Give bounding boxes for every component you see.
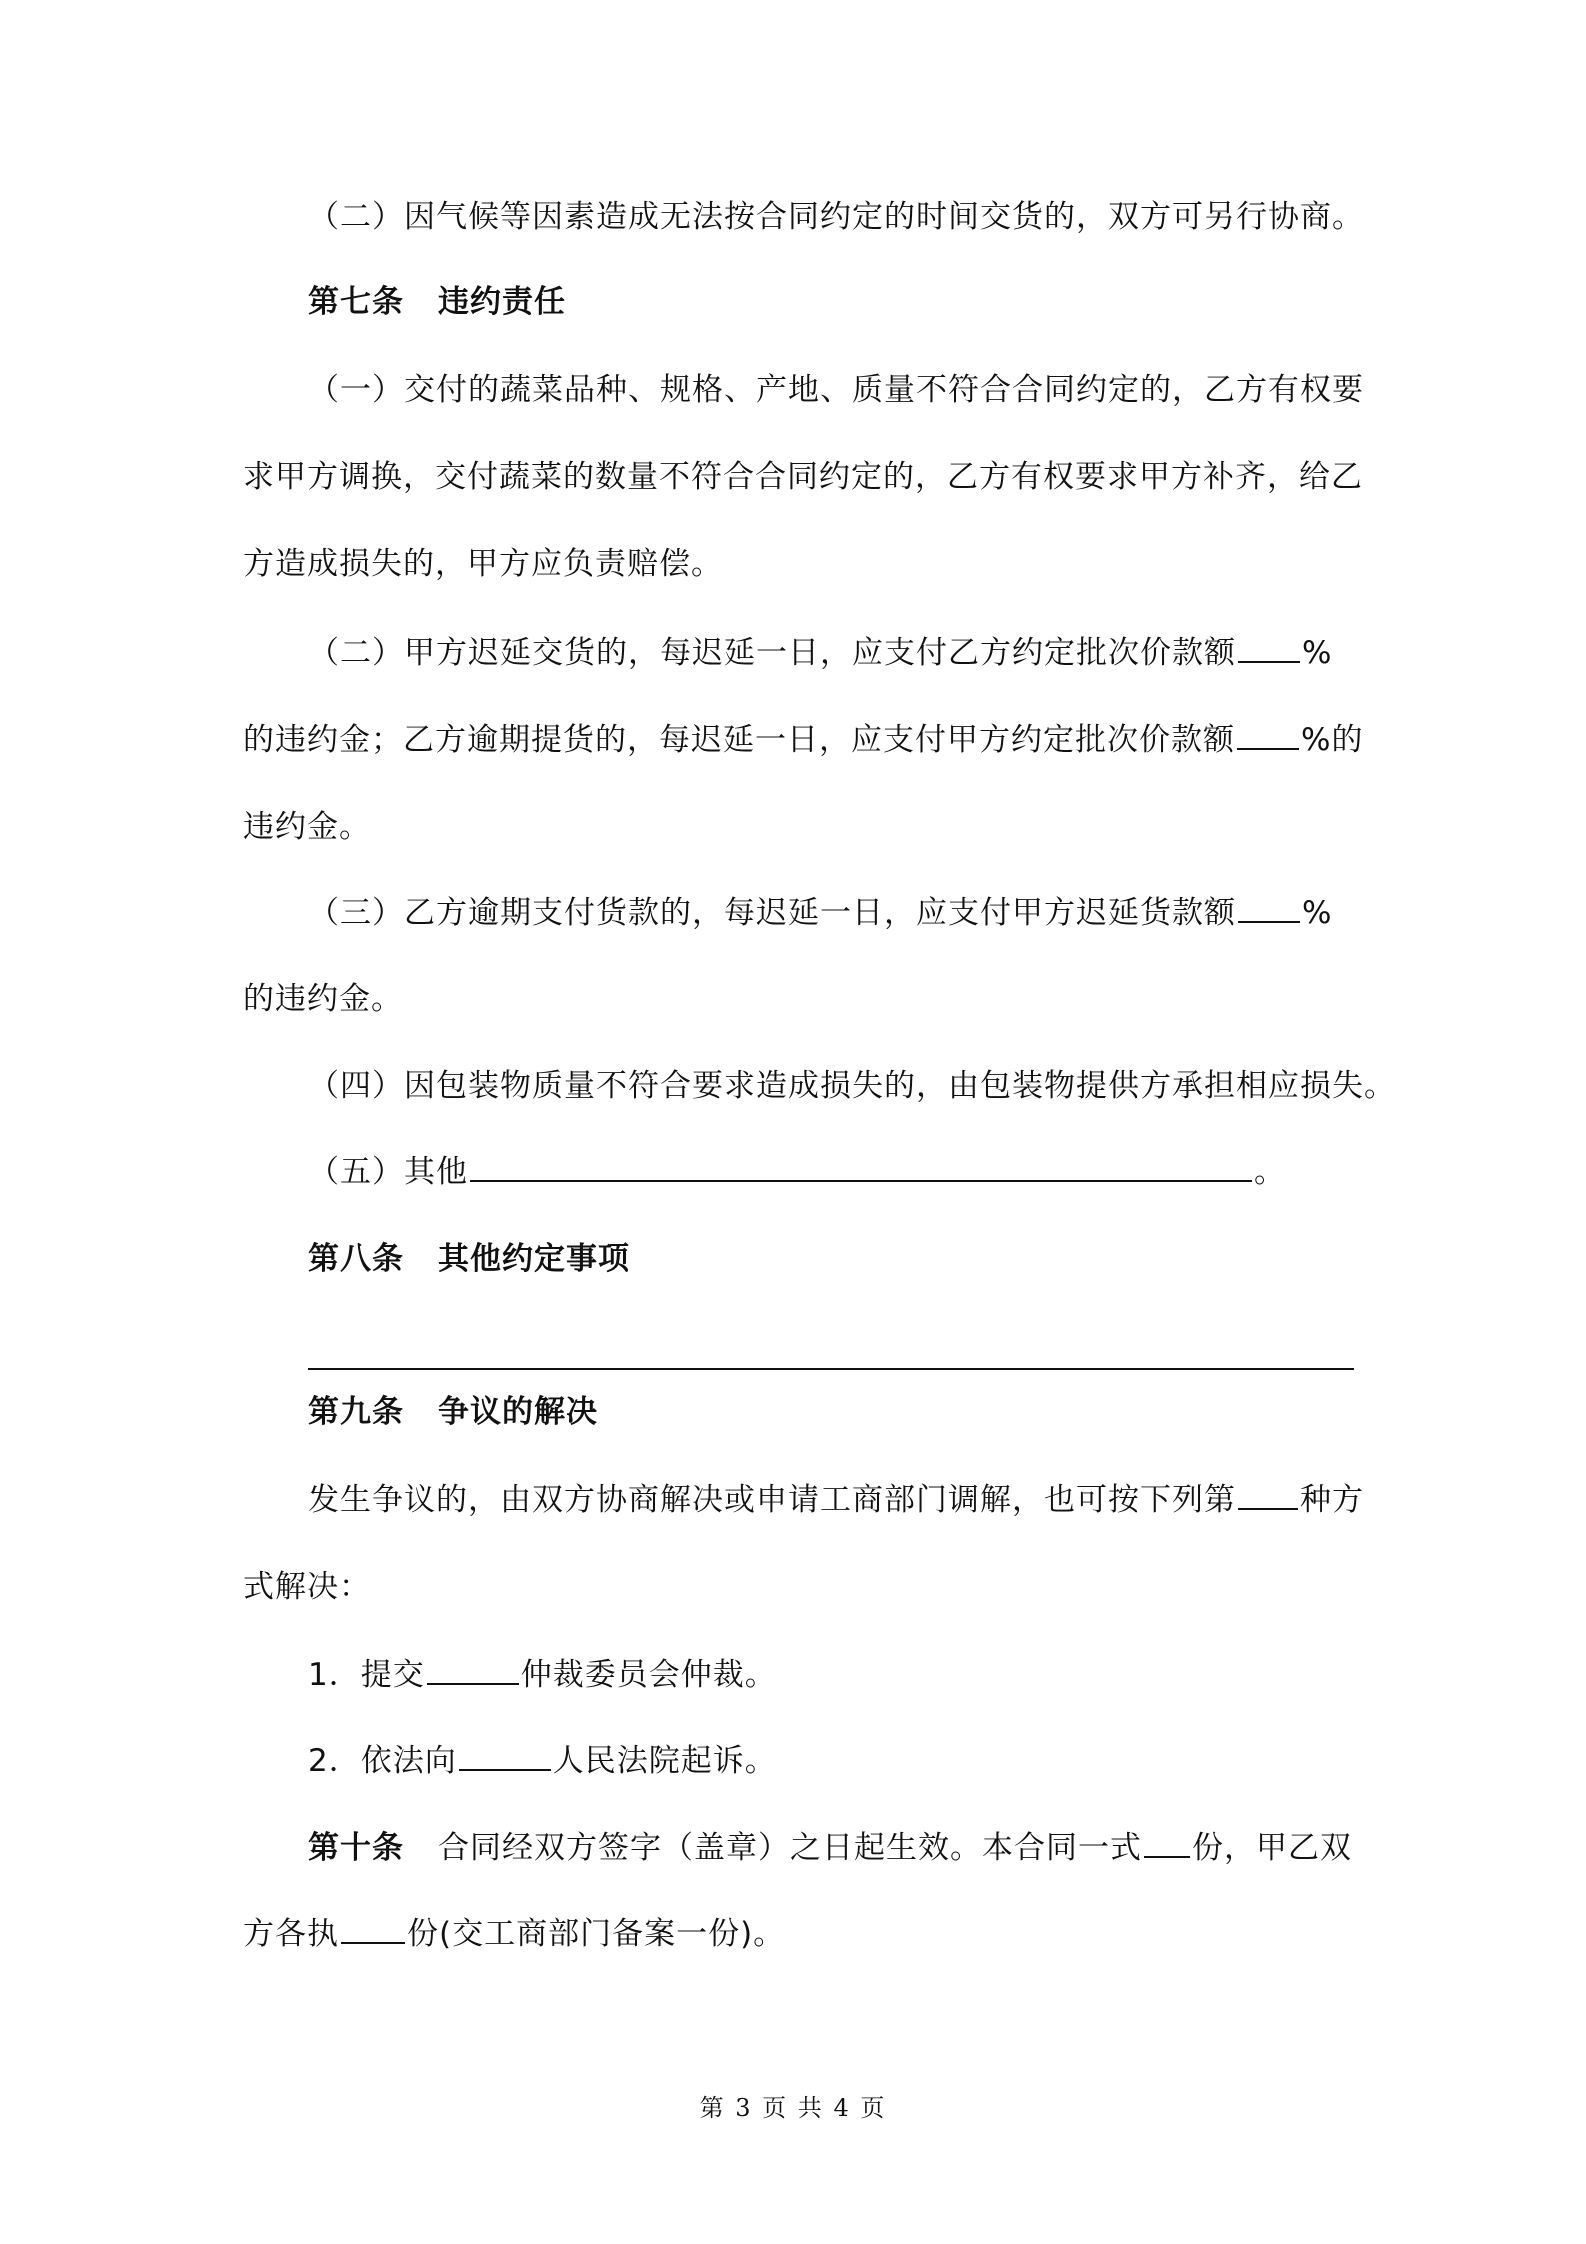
arbitration-blank[interactable] <box>427 1655 519 1685</box>
article10-line2-end: 份(交工商部门备案一份)。 <box>407 1916 786 1952</box>
article7-item2-line1 <box>308 633 1332 673</box>
article7-number: 第七条 <box>308 284 404 320</box>
article9-option1 <box>308 1655 777 1695</box>
option2-start: 2．依法向 <box>308 1743 457 1779</box>
article7-item2-line2 <box>243 720 1363 760</box>
article7-item1-line1: （一）交付的蔬菜品种、规格、产地、质量不符合合同约定的，乙方有权要 <box>308 372 1364 408</box>
option1-end: 仲裁委员会仲裁。 <box>520 1657 777 1693</box>
article7-item5 <box>308 1152 1286 1192</box>
option2-end: 人民法院起诉。 <box>552 1743 777 1779</box>
page-footer: 第 3 页 共 4 页 <box>699 2094 887 2122</box>
article8-title: 其他约定事项 <box>438 1241 630 1277</box>
article9-title: 争议的解决 <box>438 1394 598 1430</box>
article10-line1 <box>308 1828 1352 1868</box>
item2-line2-end: %的 <box>1301 722 1364 758</box>
article9-intro-line1 <box>308 1480 1364 1520</box>
item2-line2-text: 的违约金；乙方逾期提货的，每迟延一日，应支付甲方约定批次价款额 <box>243 722 1235 758</box>
item5-text: （五）其他 <box>308 1154 468 1190</box>
article10-line2-start: 方各执 <box>243 1916 339 1952</box>
article8-heading <box>308 1239 630 1279</box>
item5-end: 。 <box>1254 1154 1286 1190</box>
each-copies-blank[interactable] <box>341 1914 405 1944</box>
rate-blank-3[interactable] <box>1238 893 1300 923</box>
option1-start: 1．提交 <box>308 1657 425 1693</box>
article10-number: 第十条 <box>308 1830 404 1866</box>
intro-text: 发生争议的，由双方协商解决或申请工商部门调解，也可按下列第 <box>308 1482 1236 1518</box>
article7-title: 违约责任 <box>438 284 566 320</box>
article10-line1-end: 份，甲乙双 <box>1192 1830 1352 1866</box>
court-blank[interactable] <box>459 1741 551 1771</box>
article10-text: 合同经双方签字（盖章）之日起生效。本合同一式 <box>438 1830 1142 1866</box>
article9-number: 第九条 <box>308 1394 404 1430</box>
article7-item2-line3: 违约金。 <box>243 809 371 845</box>
article7-item1-line3: 方造成损失的，甲方应负责赔偿。 <box>243 546 723 582</box>
article7-item4: （四）因包装物质量不符合要求造成损失的，由包装物提供方承担相应损失。 <box>308 1068 1396 1104</box>
article8-number: 第八条 <box>308 1241 404 1277</box>
article9-heading <box>308 1392 598 1432</box>
intro-end: 种方 <box>1300 1482 1364 1518</box>
article7-heading <box>308 282 566 322</box>
item2-line1-end: % <box>1302 635 1333 671</box>
article10-line2 <box>243 1914 785 1954</box>
rate-blank-2[interactable] <box>1237 720 1299 750</box>
item3-line1-end: % <box>1302 895 1333 931</box>
article8-blank-line[interactable] <box>308 1368 1354 1370</box>
rate-blank-1[interactable] <box>1238 633 1300 663</box>
article9-option2 <box>308 1741 777 1781</box>
article9-intro-line2: 式解决： <box>243 1569 371 1605</box>
item3-line1-text: （三）乙方逾期支付货款的，每迟延一日，应支付甲方迟延货款额 <box>308 895 1236 931</box>
article7-item1-line2: 求甲方调换，交付蔬菜的数量不符合合同约定的，乙方有权要求甲方补齐，给乙 <box>243 459 1363 495</box>
method-blank[interactable] <box>1238 1480 1298 1510</box>
article7-item3-line1 <box>308 893 1332 933</box>
item2-line1-text: （二）甲方迟延交货的，每迟延一日，应支付乙方约定批次价款额 <box>308 635 1236 671</box>
other-blank[interactable] <box>470 1152 1252 1182</box>
article7-item3-line2: 的违约金。 <box>243 981 403 1017</box>
copies-blank[interactable] <box>1144 1828 1190 1858</box>
clause6-item2: （二）因气候等因素造成无法按合同约定的时间交货的，双方可另行协商。 <box>308 199 1364 235</box>
